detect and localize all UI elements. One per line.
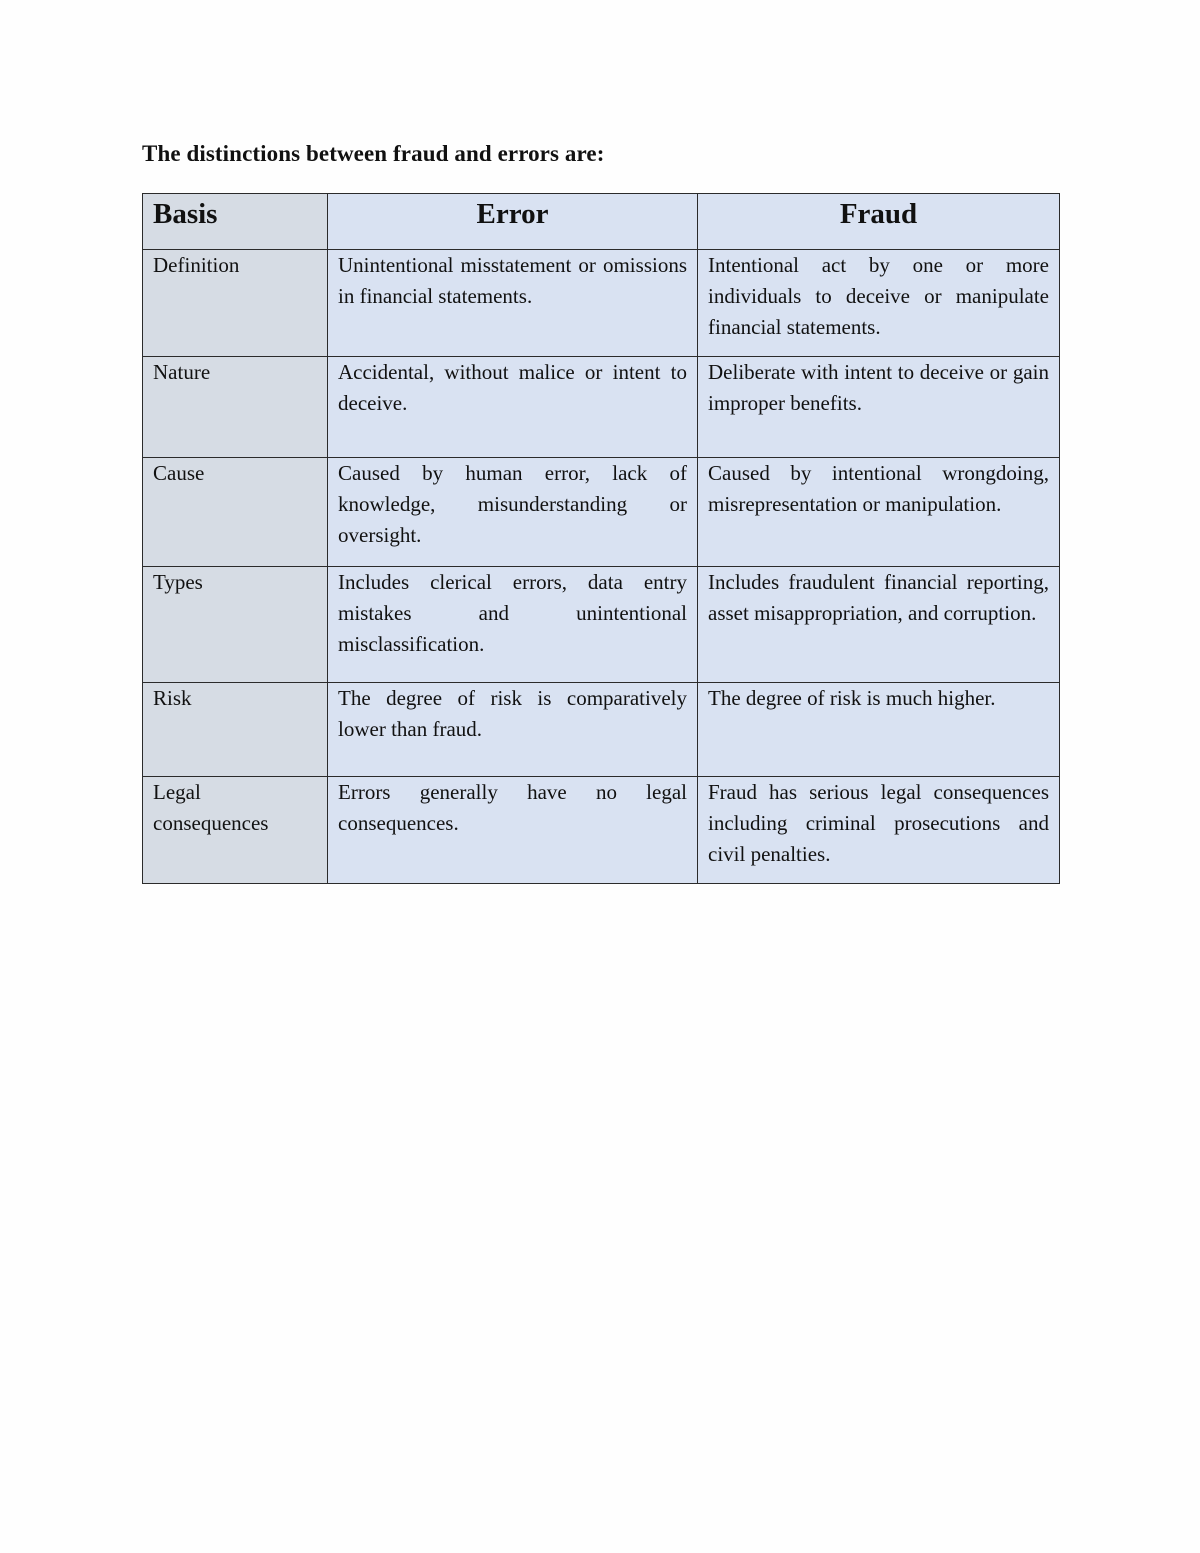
- fraud-cell: The degree of risk is much higher.: [698, 683, 1060, 777]
- fraud-cell: Intentional act by one or more individuals to deceive or manipulate financial statements.: [698, 250, 1060, 357]
- basis-cell: Cause: [143, 458, 328, 567]
- header-error: Error: [328, 194, 698, 250]
- fraud-error-comparison-table: [142, 193, 1060, 884]
- table-row: [143, 357, 1060, 458]
- basis-cell: Risk: [143, 683, 328, 777]
- basis-cell: Legal consequences: [143, 777, 328, 884]
- error-cell: Includes clerical errors, data entry mistakes and unintentional misclassification.: [328, 567, 698, 683]
- table-row: [143, 567, 1060, 683]
- error-cell: Unintentional misstatement or omissions in financial statements.: [328, 250, 698, 357]
- error-cell: Accidental, without malice or intent to deceive.: [328, 357, 698, 458]
- header-basis: Basis: [143, 194, 328, 250]
- fraud-cell: Fraud has serious legal consequences including criminal prosecutions and civil penalties.: [698, 777, 1060, 884]
- table-row: [143, 683, 1060, 777]
- fraud-cell: Includes fraudulent financial reporting, asset misappropriation, and corruption.: [698, 567, 1060, 683]
- basis-cell: Nature: [143, 357, 328, 458]
- fraud-cell: Caused by intentional wrongdoing, misrepresentation or manipulation.: [698, 458, 1060, 567]
- error-cell: The degree of risk is comparatively lower than fraud.: [328, 683, 698, 777]
- basis-cell: Definition: [143, 250, 328, 357]
- error-cell: Caused by human error, lack of knowledge, misunderstanding or oversight.: [328, 458, 698, 567]
- table-header-row: [143, 194, 1060, 250]
- header-fraud: Fraud: [698, 194, 1060, 250]
- basis-cell: Types: [143, 567, 328, 683]
- table-row: [143, 458, 1060, 567]
- fraud-cell: Deliberate with intent to deceive or gain improper benefits.: [698, 357, 1060, 458]
- table-row: [143, 777, 1060, 884]
- page-heading: The distinctions between fraud and errors are:: [142, 141, 605, 166]
- table-row: [143, 250, 1060, 357]
- error-cell: Errors generally have no legal consequences.: [328, 777, 698, 884]
